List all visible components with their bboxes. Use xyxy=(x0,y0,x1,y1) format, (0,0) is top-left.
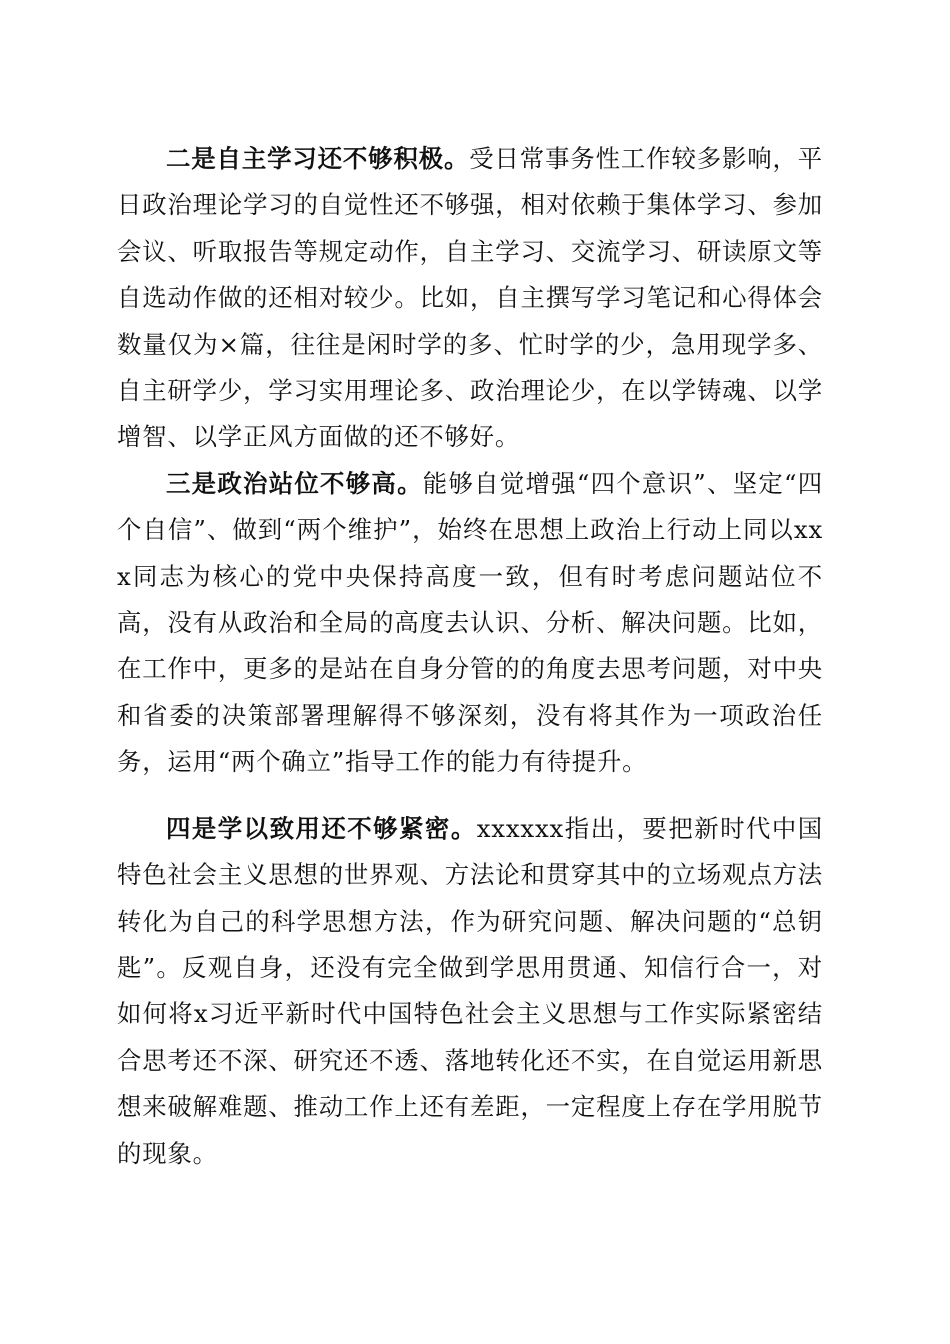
paragraph-heading: 二是自主学习还不够积极。 xyxy=(166,144,470,173)
paragraph-self-study xyxy=(117,136,823,461)
paragraph-political-stance xyxy=(117,461,823,786)
document-body xyxy=(117,136,823,1177)
paragraph-text: 能够自觉增强“四个意识”、坚定“四个自信”、做到“两个维护”，始终在思想上政治上行动上同以xxx同志为核心的党中央保持高度一致，但有时考虑问题站位不高，没有从政治和全局的高度去认识、分析、解决问题。比如，在工作中，更多的是站在自身分管的的角度去思考问题，对中央和省委的决策部署理解得不够深刻，没有将其作为一项政治任务，运用“两个确立”指导工作的能力有待提升。 xyxy=(117,468,823,777)
paragraph-heading: 三是政治站位不够高。 xyxy=(166,468,423,498)
paragraph-heading: 四是学以致用还不够紧密。 xyxy=(166,813,477,843)
paragraph-apply-learning xyxy=(117,806,823,1177)
paragraph-text: 受日常事务性工作较多影响，平日政治理论学习的自觉性还不够强，相对依赖于集体学习、参加会议、听取报告等规定动作，自主学习、交流学习、研读原文等自选动作做的还相对较少。比如，自主撰写学习笔记和心得体会数量仅为×篇，往往是闲时学的多、忙时学的少，急用现学多、自主研学少，学习实用理论多、政治理论少，在以学铸魂、以学增智、以学正风方面做的还不够好。 xyxy=(117,144,823,452)
paragraph-text: xxxxxx指出，要把新时代中国特色社会主义思想的世界观、方法论和贯穿其中的立场观点方法转化为自己的科学思想方法，作为研究问题、解决问题的“总钥匙”。反观自身，还没有完全做到学思用贯通、知信行合一，对如何将x习近平新时代中国特色社会主义思想与工作实际紧密结合思考还不深、研究还不透、落地转化还不实，在自觉运用新思想来破解难题、推动工作上还有差距，一定程度上存在学用脱节的现象。 xyxy=(117,813,823,1168)
